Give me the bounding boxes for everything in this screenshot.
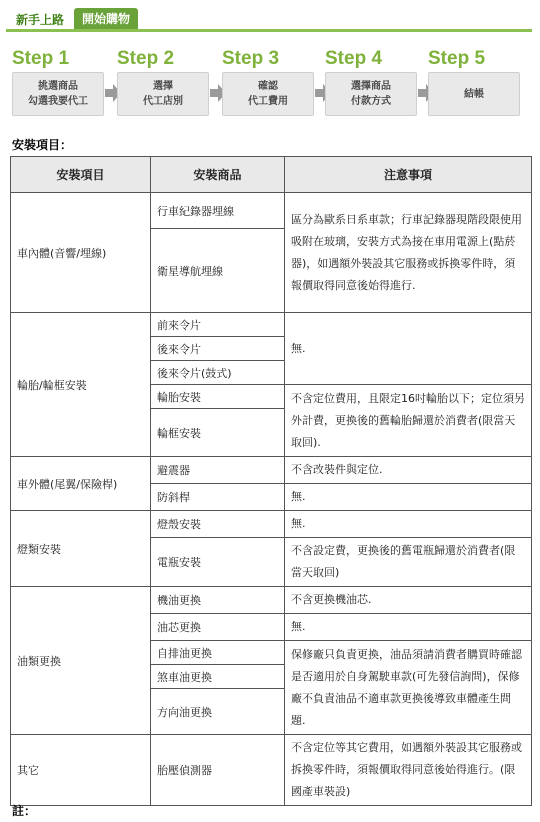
note-cell: 保修廠只負責更換，油品須請消費者購買時確認是否適用於自身駕駛車款(可先發信詢問)，保修廠不負責油品不適車款更換後導致車體產生問題. (285, 641, 532, 735)
product-cell: 胎壓偵測器 (151, 735, 285, 806)
product-cell: 煞車油更換 (151, 665, 285, 689)
step-3-title: Step 3 (222, 48, 280, 69)
table-row (11, 587, 532, 614)
note-cell: 不含定位等其它費用，如遇額外裝設其它服務或拆換零件時，須報價取得同意後始得進行。(限國產車裝設) (285, 735, 532, 806)
header-notes: 注意事項 (285, 157, 532, 193)
step-1 (12, 48, 108, 72)
category-cell: 油類更換 (11, 587, 151, 735)
category-cell: 車外體(尾翼/保險桿) (11, 457, 151, 511)
note-cell: 區分為歐系日系車款；行車記錄器現階段限使用吸附在玻璃，安裝方式為接在車用電源上(點菸器)，如遇額外裝設其它服務或拆換零件時，須報價取得同意後始得進行. (285, 193, 532, 313)
step-2-title: Step 2 (117, 48, 175, 69)
step-2-line1: 選擇 (153, 81, 173, 92)
table-row (11, 457, 532, 484)
step-5-line1: 結帳 (464, 88, 484, 100)
footnote-label: 註： (12, 804, 37, 818)
product-cell: 後來令片(鼓式) (151, 361, 285, 385)
note-cell: 不含改裝件與定位. (285, 457, 532, 484)
note-cell: 無. (285, 511, 532, 538)
step-4-line1: 選擇商品 (351, 81, 391, 92)
category-cell: 其它 (11, 735, 151, 806)
product-cell: 防斜桿 (151, 484, 285, 511)
category-cell: 車內體(音響/埋線) (11, 193, 151, 313)
step-1-title: Step 1 (12, 48, 70, 69)
table-row (11, 511, 532, 538)
note-cell: 不含設定費，更換後的舊電瓶歸還於消費者(限當天取回) (285, 538, 532, 587)
category-cell: 輪胎/輪框安裝 (11, 313, 151, 457)
table-header-row (11, 157, 532, 193)
header-product: 安裝商品 (151, 157, 285, 193)
product-cell: 後來令片 (151, 337, 285, 361)
product-cell: 燈殼安裝 (151, 511, 285, 538)
header-category: 安裝項目 (11, 157, 151, 193)
table-row (11, 313, 532, 337)
step-4-title: Step 4 (325, 48, 383, 69)
product-cell: 前來令片 (151, 313, 285, 337)
step-5 (428, 48, 524, 72)
product-cell: 機油更換 (151, 587, 285, 614)
step-5-title: Step 5 (428, 48, 486, 69)
tab-underline (6, 29, 532, 32)
product-cell: 輪框安裝 (151, 409, 285, 457)
table-row (11, 735, 532, 806)
product-cell: 電瓶安裝 (151, 538, 285, 587)
product-cell: 衛星導航埋線 (151, 229, 285, 313)
table-row (11, 193, 532, 229)
step-1-line2: 勾選我要代工 (28, 96, 88, 107)
product-cell: 行車紀錄器埋線 (151, 193, 285, 229)
step-1-line1: 挑選商品 (38, 81, 78, 92)
step-progress (12, 48, 532, 122)
step-2-box (117, 72, 209, 116)
note-cell: 無. (285, 484, 532, 511)
step-4 (325, 48, 421, 72)
note-cell: 無. (285, 313, 532, 385)
category-cell: 燈類安裝 (11, 511, 151, 587)
step-2 (117, 48, 213, 72)
note-cell: 不含更換機油芯. (285, 587, 532, 614)
step-3-line2: 代工費用 (248, 96, 288, 107)
step-4-line2: 付款方式 (351, 96, 391, 107)
tab-beginner[interactable]: 新手上路 (16, 13, 65, 27)
step-5-box (428, 72, 520, 116)
step-2-line2: 代工店別 (143, 96, 183, 107)
install-items-table (10, 156, 532, 806)
step-4-box (325, 72, 417, 116)
note-cell: 無. (285, 614, 532, 641)
step-1-box (12, 72, 104, 116)
product-cell: 避震器 (151, 457, 285, 484)
note-cell: 不含定位費用，且限定16吋輪胎以下；定位須另外計費，更換後的舊輪胎歸還於消費者(限當天取回). (285, 385, 532, 457)
step-3-box (222, 72, 314, 116)
top-tabs (8, 4, 138, 30)
section-title: 安裝項目： (12, 138, 73, 152)
product-cell: 輪胎安裝 (151, 385, 285, 409)
tab-start-shopping[interactable]: 開始購物 (74, 8, 138, 30)
step-3-line1: 確認 (258, 81, 278, 92)
product-cell: 方向油更換 (151, 689, 285, 735)
step-3 (222, 48, 318, 72)
product-cell: 油芯更換 (151, 614, 285, 641)
product-cell: 自排油更換 (151, 641, 285, 665)
